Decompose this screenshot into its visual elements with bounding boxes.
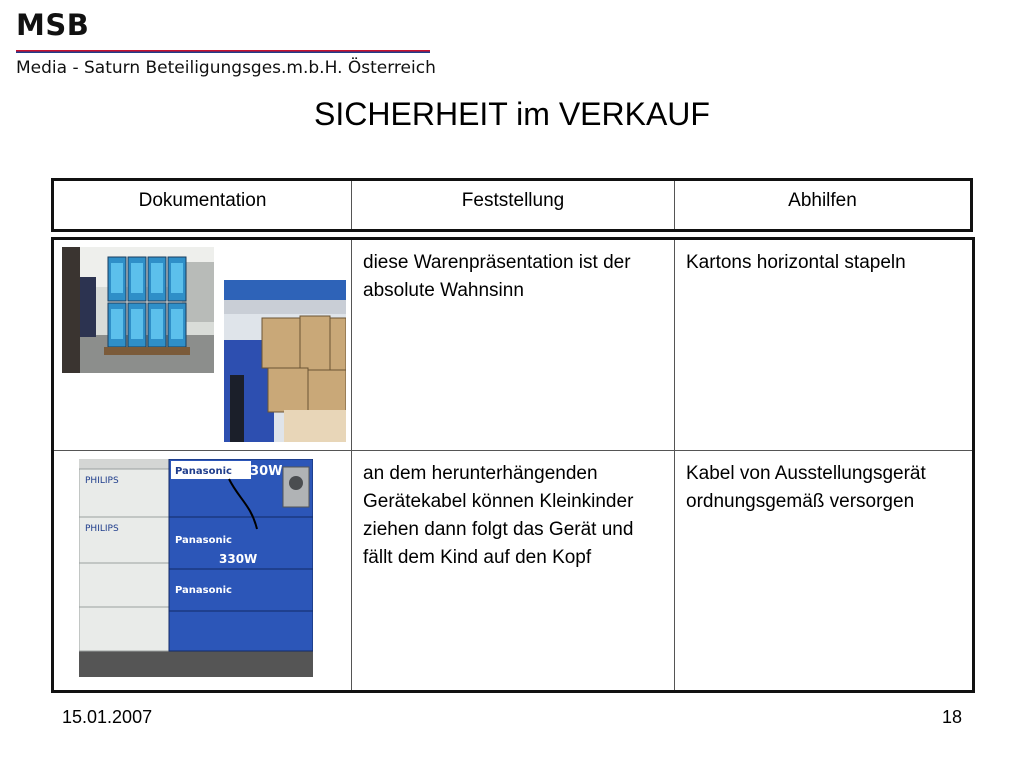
- abhilfen-text: Kabel von Ausstellungsgerät ordnungsgemäß versorgen: [686, 463, 926, 512]
- cell-abhilfen: [675, 240, 972, 450]
- table-row: [54, 240, 972, 451]
- photo-text-philips: PHILIPS: [85, 476, 119, 486]
- logo-divider-line: [16, 50, 430, 53]
- logo-company-name: Media - Saturn Beteiligungsges.m.b.H. Österreich: [16, 58, 436, 78]
- svg-text:330W: 330W: [219, 552, 258, 566]
- abhilfen-text: Kartons horizontal stapeln: [686, 252, 906, 273]
- page-number: 18: [941, 707, 962, 727]
- header-dokumentation: Dokumentation: [54, 181, 352, 229]
- slide-title: SICHERHEIT im VERKAUF: [314, 96, 710, 132]
- cell-abhilfen: [675, 451, 972, 690]
- photo-text-panasonic: Panasonic: [175, 466, 232, 477]
- cell-feststellung: [352, 240, 675, 450]
- photo-stacked-tv-boxes: [62, 247, 214, 373]
- company-logo: [16, 8, 436, 78]
- svg-text:Panasonic: Panasonic: [175, 535, 232, 546]
- header-feststellung: Feststellung: [352, 181, 675, 229]
- feststellung-text: an dem herunterhängenden Gerätekabel können Kleinkinder ziehen dann folgt das Gerät und fällt dem Kind auf den Kopf: [363, 463, 634, 568]
- table-row: [54, 451, 972, 690]
- cell-dokumentation: [54, 240, 352, 450]
- table-body: [51, 237, 975, 693]
- svg-text:Panasonic: Panasonic: [175, 585, 232, 596]
- photo-text-watt: 330W: [241, 464, 283, 479]
- header-abhilfen: Abhilfen: [788, 190, 857, 211]
- photo-store-aisle-boxes: [224, 280, 346, 442]
- table-header: [51, 178, 973, 232]
- logo-msb-text: MSB: [16, 8, 90, 42]
- photo-boxes-with-hanging-cable: [79, 459, 313, 677]
- feststellung-text: diese Warenpräsentation ist der absolute Wahnsinn: [363, 252, 631, 301]
- svg-text:PHILIPS: PHILIPS: [85, 524, 119, 534]
- cell-dokumentation: [54, 451, 352, 690]
- cell-feststellung: [352, 451, 675, 690]
- footer-date: 15.01.2007: [62, 707, 153, 727]
